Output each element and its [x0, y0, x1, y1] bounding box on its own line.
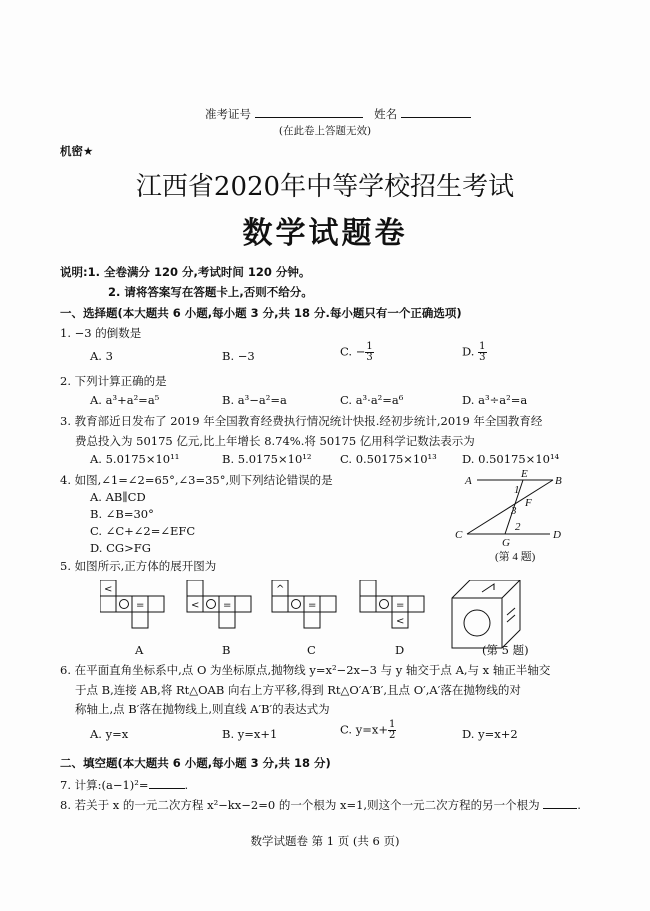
q1-option-a: A. 3	[90, 349, 113, 363]
q4-stem: 4. 如图,∠1=∠2=65°,∠3=35°,则下列结论错误的是	[60, 473, 333, 487]
exam-id-label: 准考证号	[205, 107, 251, 121]
q8-text: 8. 若关于 x 的一元二次方程 x²−kx−2=0 的一个根为 x=1,则这个一元二次方程的另一个根为	[60, 798, 540, 812]
q5-caption: (第 5 题)	[482, 643, 529, 657]
svg-text:=: =	[136, 600, 145, 611]
header-note: (在此卷上答题无效)	[278, 125, 372, 137]
q8-end: .	[577, 798, 581, 812]
paper-subtitle: 数学试题卷	[242, 216, 408, 251]
svg-text:=: =	[223, 600, 232, 611]
name-blank	[401, 106, 471, 118]
q4-option-a: A. AB∥CD	[90, 490, 146, 504]
q2-stem: 2. 下列计算正确的是	[60, 374, 167, 388]
denominator: 3	[366, 352, 373, 363]
q6-stem-3: 称轴上,点 B′落在抛物线上,则直线 A′B′的表达式为	[75, 702, 330, 716]
label-3: 3	[511, 505, 517, 517]
q3-option-d: D. 0.50175×10¹⁴	[462, 452, 560, 466]
q1-option-b: B. −3	[222, 349, 255, 363]
q5-nets	[100, 580, 550, 650]
q1-option-d-label: D.	[462, 344, 479, 359]
q4-option-d: D. CG>FG	[90, 541, 151, 555]
net-c	[272, 580, 336, 628]
q2-option-d: D. a³÷a²=a	[462, 393, 528, 407]
q2-option-b: B. a³−a²=a	[222, 393, 287, 407]
q3-option-a: A. 5.0175×10¹¹	[90, 452, 180, 466]
svg-text:=: =	[308, 600, 317, 611]
exam-id-field	[205, 106, 471, 121]
denominator: 2	[388, 730, 396, 741]
numerator: 1	[366, 341, 373, 352]
label-d: D	[553, 529, 561, 541]
net-a	[100, 580, 164, 628]
q5-label-a: A	[135, 643, 144, 657]
svg-text:^: ^	[276, 584, 285, 595]
q1-option-c	[340, 342, 374, 363]
q3-stem-1: 3. 教育部近日发布了 2019 年全国教育经费执行情况统计快报.经初步统计,2019 年全国教育经	[60, 414, 543, 428]
q6-option-a: A. y=x	[90, 727, 129, 741]
q5-stem: 5. 如图所示,正方体的展开图为	[60, 559, 217, 573]
q6-option-d: D. y=x+2	[462, 727, 518, 741]
q3-option-c: C. 0.50175×10¹³	[340, 452, 437, 466]
numerator: 1	[479, 341, 486, 352]
q7-stem	[60, 777, 188, 792]
page-footer: 数学试题卷 第 1 页 (共 6 页)	[250, 834, 400, 848]
q6-option-c-label: C. y=x+	[340, 722, 388, 737]
fraction	[478, 342, 486, 363]
name-label: 姓名	[374, 107, 398, 121]
section-1-heading: 一、选择题(本大题共 6 小题,每小题 3 分,共 18 分.每小题只有一个正确选项)	[60, 306, 462, 320]
label-c: C	[455, 529, 463, 541]
net-b	[187, 580, 251, 628]
svg-text:<: <	[191, 600, 200, 611]
q1-option-c-label: C. −	[340, 344, 366, 359]
q6-option-b: B. y=x+1	[222, 727, 278, 741]
label-g: G	[502, 537, 510, 549]
q5-label-b: B	[222, 643, 231, 657]
exam-title: 江西省2020年中等学校招生考试	[135, 172, 515, 202]
svg-text:<: <	[396, 616, 405, 627]
svg-text:=: =	[396, 600, 405, 611]
q4-option-b: B. ∠B=30°	[90, 507, 154, 521]
section-2-heading: 二、填空题(本大题共 6 小题,每小题 3 分,共 18 分)	[60, 756, 331, 770]
q5-label-d: D	[395, 643, 405, 657]
q2-option-a: A. a³+a²=a⁵	[90, 393, 160, 407]
q6-option-c	[340, 720, 396, 741]
label-2: 2	[515, 521, 521, 533]
label-f: F	[525, 497, 532, 509]
q4-caption: (第 4 题)	[495, 551, 536, 563]
q6-stem-2: 于点 B,连接 AB,将 Rt△OAB 向右上方平移,得到 Rt△O′A′B′,且点 O′,A′落在抛物线的对	[75, 683, 521, 697]
fraction	[388, 720, 396, 741]
q8-answer-blank	[543, 797, 577, 809]
q3-option-b: B. 5.0175×10¹²	[222, 452, 312, 466]
q7-text: 7. 计算:(a−1)²=	[60, 778, 149, 792]
q7-answer-blank	[149, 777, 185, 789]
instruction-1: 说明:1. 全卷满分 120 分,考试时间 120 分钟。	[60, 265, 311, 279]
label-a: A	[465, 475, 472, 487]
net-d	[360, 580, 424, 628]
q4-figure	[455, 466, 580, 566]
instruction-2: 2. 请将答案写在答题卡上,否则不给分。	[108, 285, 313, 299]
q1-stem: 1. −3 的倒数是	[60, 326, 142, 340]
q8-stem	[60, 797, 581, 812]
label-e: E	[521, 468, 528, 480]
q4-option-c: C. ∠C+∠2=∠EFC	[90, 524, 196, 538]
secret-mark: 机密★	[60, 144, 94, 158]
exam-id-blank	[255, 106, 363, 118]
q5-label-c: C	[307, 643, 316, 657]
q3-stem-2: 费总投入为 50175 亿元,比上年增长 8.74%.将 50175 亿用科学记数法表示为	[75, 434, 475, 448]
cube	[452, 580, 520, 648]
q1-option-d	[462, 342, 487, 363]
label-b: B	[555, 475, 562, 487]
svg-text:<: <	[104, 584, 113, 595]
q6-stem-1: 6. 在平面直角坐标系中,点 O 为坐标原点,抛物线 y=x²−2x−3 与 y 轴交于点 A,与 x 轴正半轴交	[60, 663, 551, 677]
q2-option-c: C. a³·a²=a⁶	[340, 393, 404, 407]
q7-end: .	[184, 778, 189, 792]
label-1: 1	[514, 484, 520, 496]
denominator: 3	[479, 352, 486, 363]
numerator: 1	[388, 719, 396, 730]
fraction	[365, 342, 373, 363]
